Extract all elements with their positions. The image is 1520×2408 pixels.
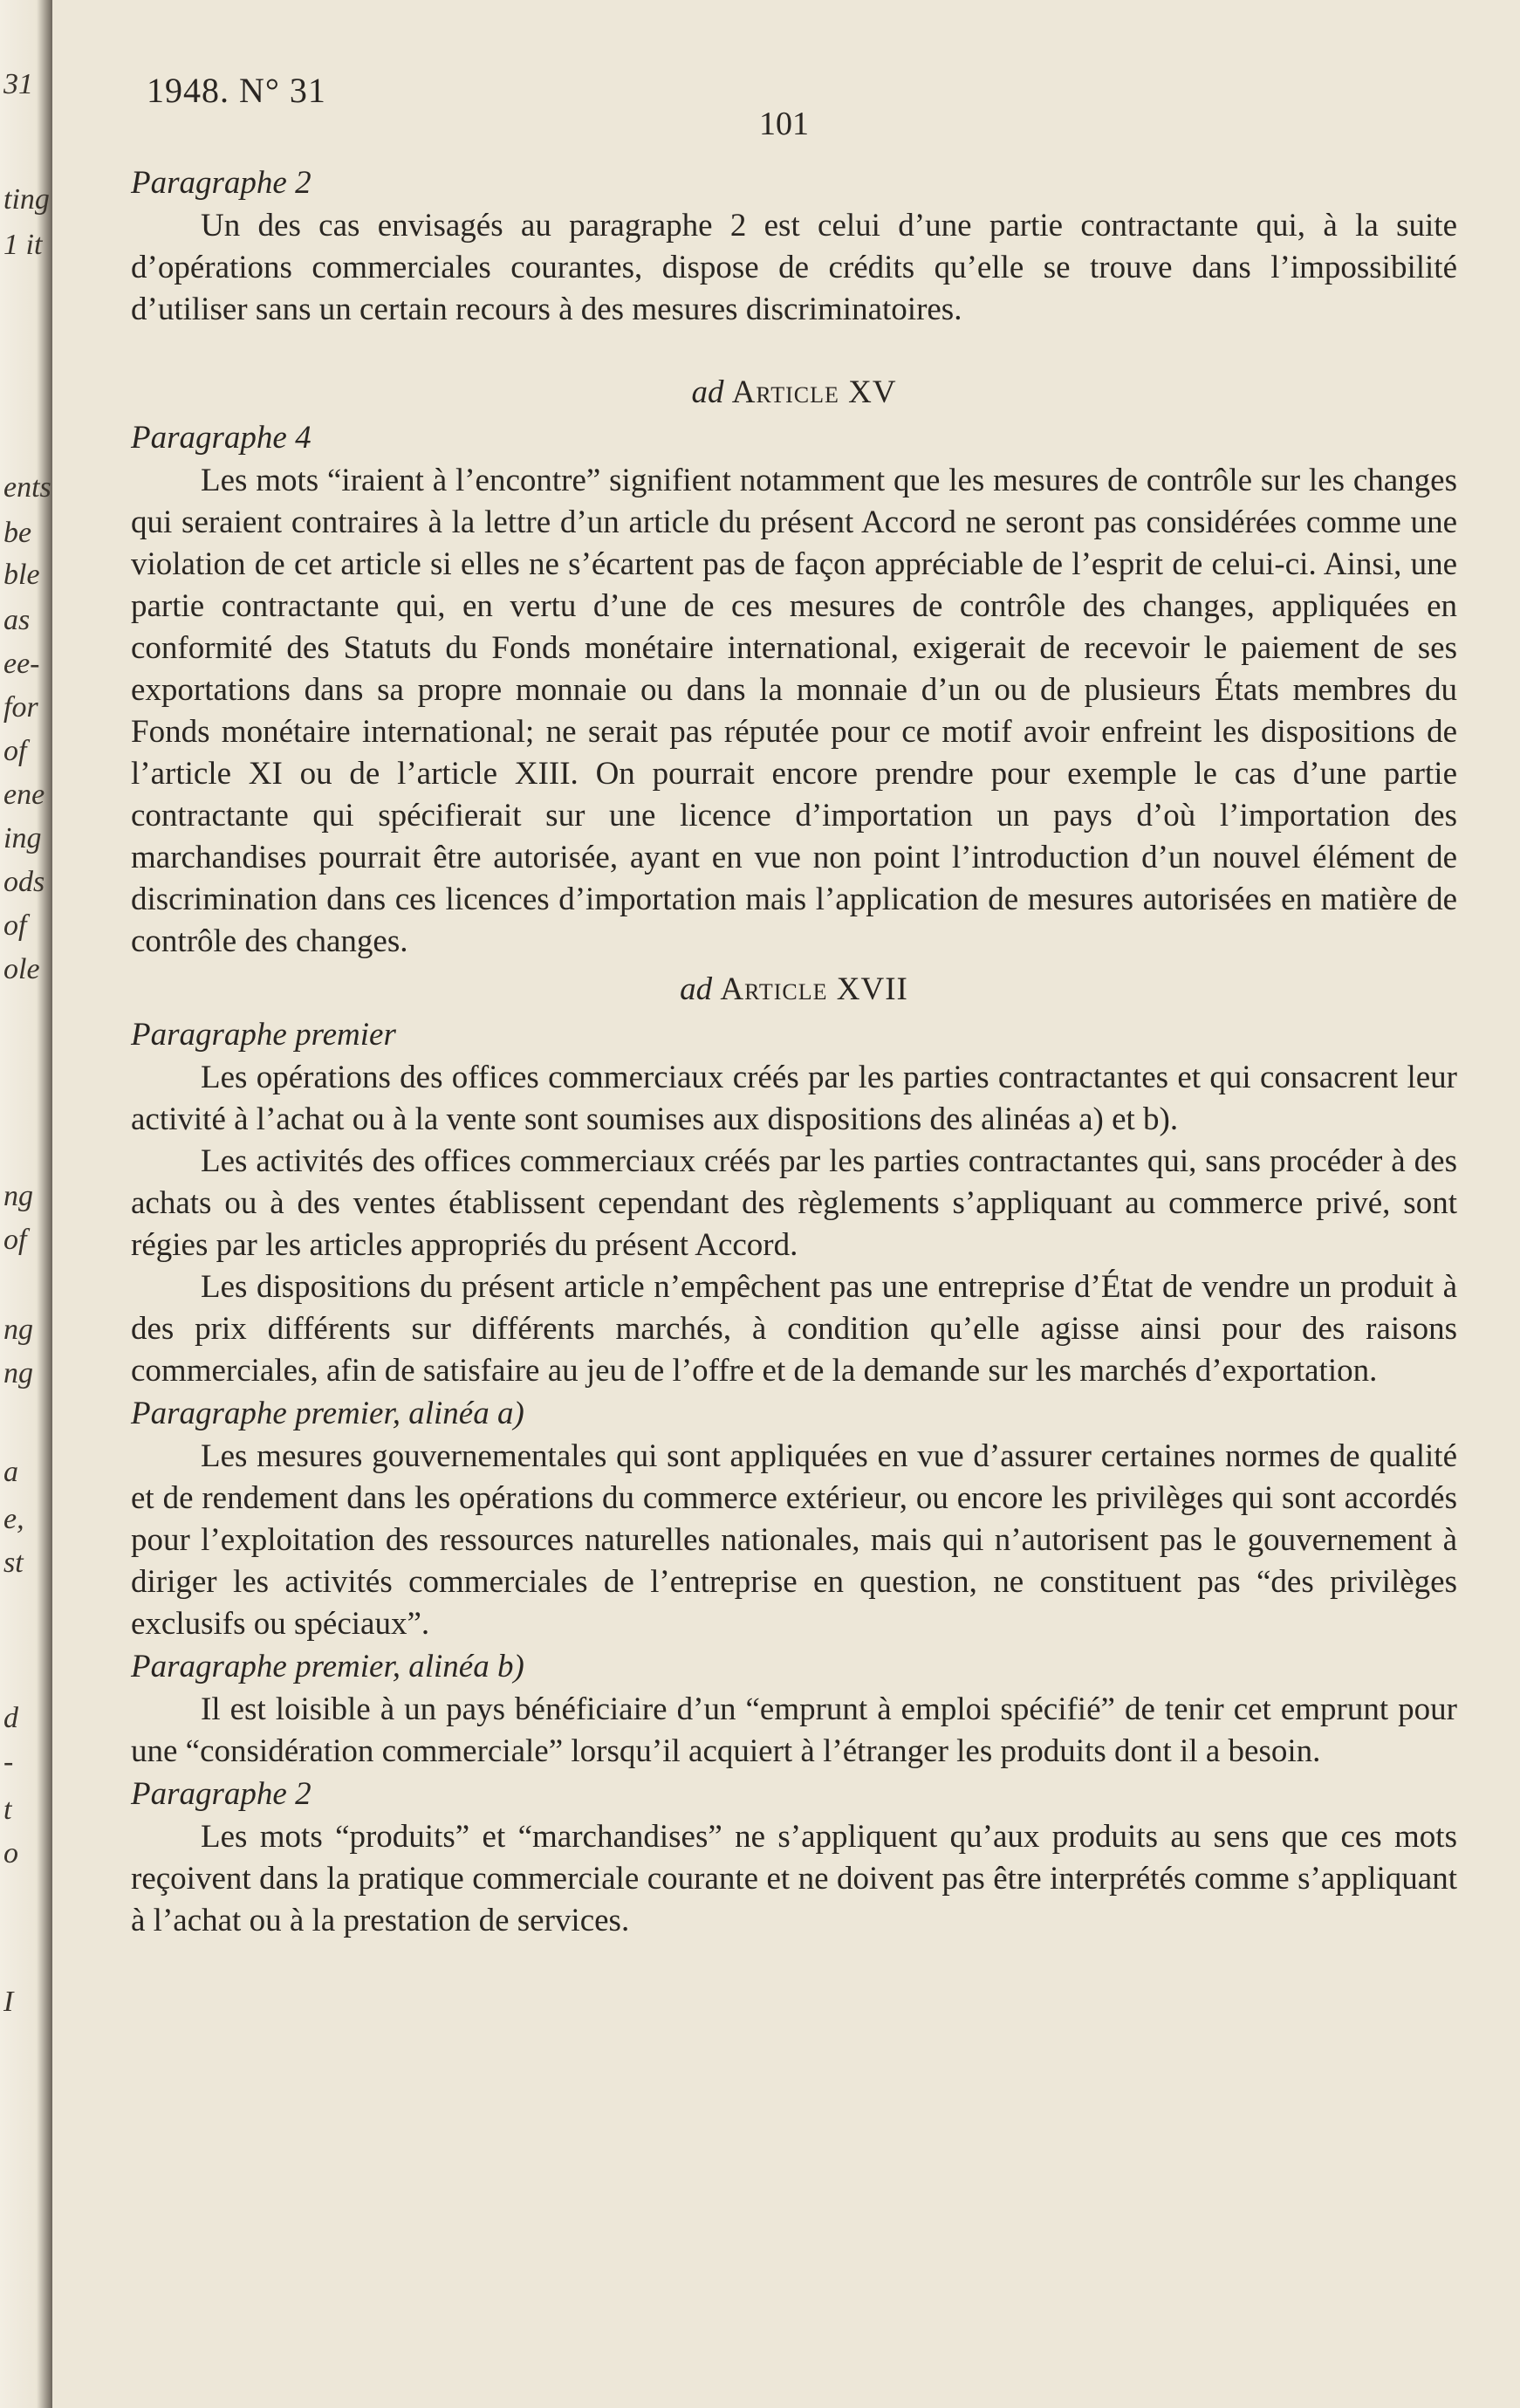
section-alinea-b <box>131 1645 1457 1773</box>
body-paragraph: Les mots “produits” et “marchandises” ne s’appliquent qu’aux produits au sens que ces mots reçoivent dans la pratique commerciale courante et ne doivent pas être interprétés comme s’appliquant à l’achat ou à la prestation de services. <box>131 1819 1457 1938</box>
body-paragraph: Les activités des offices commerciaux créés par les parties contractantes qui, sans procéder à des achats ou à des ventes établissent cependant des règlements s’appliquant au commerce privé, sont régies par les articles appropriés du présent Accord. <box>131 1143 1457 1263</box>
paragraph-label: Paragraphe 2 <box>131 165 312 201</box>
left-page-gutter <box>0 0 52 2408</box>
body-paragraph: Les dispositions du présent article n’empêchent pas une entreprise d’État de vendre un produit à des prix différents sur différents marchés, à condition qu’elle agisse ainsi pour des raisons commerciales, afin de satisfaire au jeu de l’offre et de la demande sur les marchés d’exportation. <box>131 1269 1457 1389</box>
margin-fragment: ting <box>3 183 50 216</box>
margin-fragment: 1 it <box>3 229 43 261</box>
article-heading <box>131 371 1457 415</box>
margin-fragment: d <box>3 1702 18 1734</box>
section-paragraphe-2 <box>131 161 1457 331</box>
body-paragraph: Les mesures gouvernementales qui sont appliquées en vue d’assurer certaines normes de qualité et de rendement dans les opérations du commerce extérieur, ou encore les privilèges qui sont accordés pour l’exploitation des ressources naturelles nationales, mais qui n’autorisent pas le gouvernement à diriger les activités commerciales de l’entreprise en question, ne constituent pas “des privilèges exclusifs ou spéciaux”. <box>131 1438 1457 1642</box>
margin-fragment: st <box>3 1547 24 1579</box>
paragraph-label: Paragraphe premier, alinéa a) <box>131 1396 524 1431</box>
margin-fragment: ene <box>3 779 45 811</box>
margin-fragment: ble <box>3 559 40 591</box>
paragraph-label: Paragraphe 2 <box>131 1776 312 1812</box>
margin-fragment: for <box>3 691 38 724</box>
section-article-xvii <box>131 968 1457 1392</box>
margin-fragment: of <box>3 735 27 767</box>
body-paragraph: Il est loisible à un pays bénéficiaire d’un “emprunt à emploi spécifié” de tenir cet emprunt pour une “considération commerciale” lorsqu’il acquiert à l’étranger les produits dont il a besoin. <box>131 1691 1457 1769</box>
margin-fragment: 31 <box>3 68 33 100</box>
margin-fragment: e, <box>3 1503 24 1535</box>
margin-fragment: o <box>3 1837 18 1869</box>
margin-fragment: ole <box>3 953 40 985</box>
body-paragraph: Les mots “iraient à l’encontre” signifient notamment que les mesures de contrôle sur les changes qui seraient contraires à la lettre d’un article du présent Accord ne seront pas considérées comme une violation de cet article si elles ne s’écartent pas de façon appréciable de l’esprit de celui-ci. Ainsi, une partie contractante qui, en vertu d’une de ces mesures de contrôle des changes, appliquées en conformité des Statuts du Fonds monétaire international, exigerait de recevoir le paiement de ses exportations dans sa propre monnaie ou dans la monnaie d’un ou de plusieurs États membres du Fonds monétaire international; ne serait pas réputée pour ce motif avoir enfreint les dispositions de l’article XI ou de l’article XIII. On pourrait encore prendre pour exemple le cas d’une partie contractante qui spécifierait sur une licence d’importation un pays d’où l’importation des marchandises pourrait être autorisée, ayant en vue non point l’introduction d’un nouvel élément de discrimination dans ces licences d’importation mais l’application de mesures autorisées en matière de contrôle des changes. <box>131 463 1457 959</box>
margin-fragment: t <box>3 1794 12 1826</box>
margin-fragment: I <box>3 1986 14 2018</box>
article-name: Article XV <box>731 374 897 410</box>
page-body <box>131 161 1457 1942</box>
section-alinea-a <box>131 1392 1457 1645</box>
margin-fragment: ng <box>3 1314 33 1346</box>
margin-fragment: be <box>3 517 32 549</box>
paragraph-label: Paragraphe premier <box>131 1017 396 1053</box>
margin-fragment: ods <box>3 866 45 898</box>
page-number: 101 <box>759 106 809 142</box>
section-article-xv <box>131 371 1457 963</box>
body-paragraph: Les opérations des offices commerciaux créés par les parties contractantes et qui consacrent leur activité à l’achat ou à la vente sont soumises aux dispositions des alinéas a) et b). <box>131 1060 1457 1137</box>
paragraph-label: Paragraphe 4 <box>131 420 312 456</box>
article-name: Article XVII <box>720 971 908 1007</box>
document-page <box>52 0 1520 2408</box>
margin-fragment: ents <box>3 471 51 504</box>
running-head: 1948. N° 31 <box>147 71 326 110</box>
margin-fragment: of <box>3 1224 27 1256</box>
margin-fragment: ng <box>3 1357 33 1389</box>
margin-fragment: as <box>3 604 31 636</box>
paragraph-label: Paragraphe premier, alinéa b) <box>131 1649 524 1684</box>
article-ad-prefix: ad <box>680 971 713 1007</box>
article-ad-prefix: ad <box>691 374 724 410</box>
article-heading <box>131 968 1457 1012</box>
margin-fragment: ee- <box>3 648 40 680</box>
margin-fragment: of <box>3 909 27 942</box>
body-paragraph: Un des cas envisagés au paragraphe 2 est celui d’une partie contractante qui, à la suite d’opérations commerciales courantes, dispose de crédits qu’elle se trouve dans l’impossibilité d’utiliser sans un certain recours à des mesures discriminatoires. <box>131 208 1457 327</box>
margin-fragment: a <box>3 1456 18 1488</box>
margin-fragment: - <box>3 1746 14 1778</box>
margin-fragment: ing <box>3 822 42 854</box>
margin-fragment: ng <box>3 1180 33 1212</box>
section-paragraphe-2-final <box>131 1773 1457 1942</box>
